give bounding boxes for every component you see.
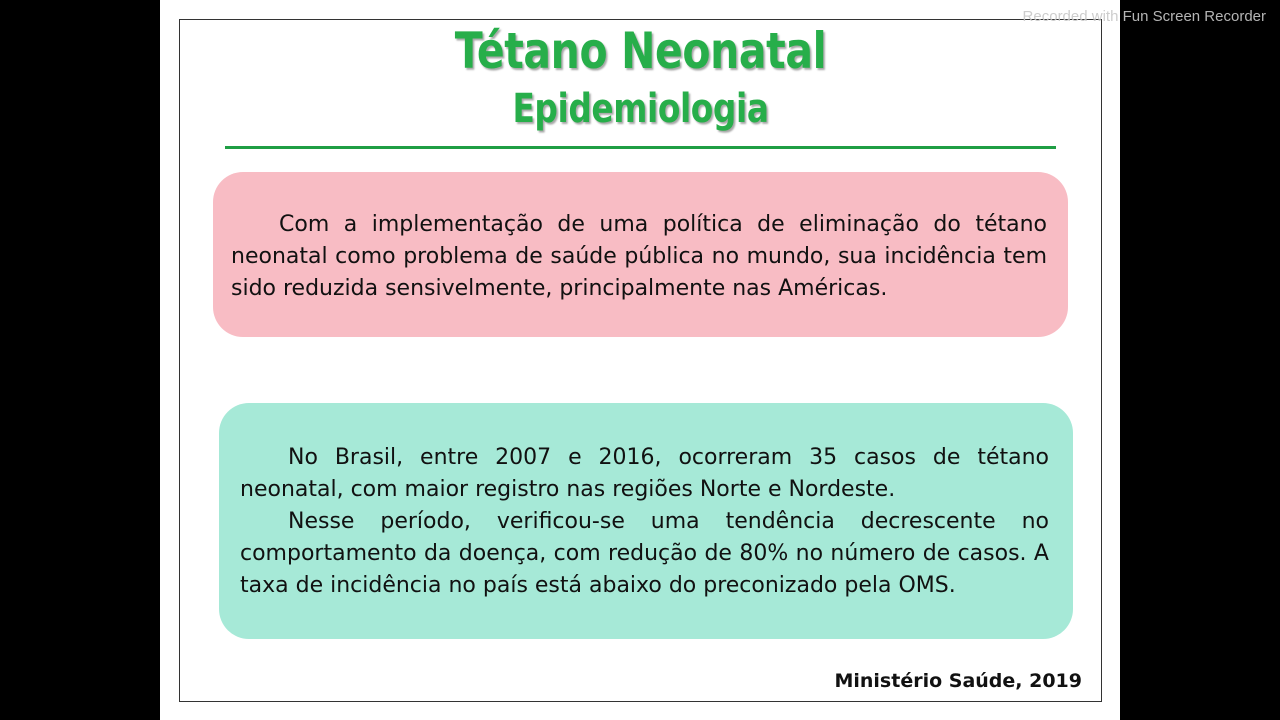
slide-frame — [179, 19, 1102, 702]
info-box-global — [213, 172, 1068, 337]
info-box-global-text: Com a implementação de uma política de eliminação do tétano neonatal como problema de saúde pública no mundo, sua incidência tem sido reduzida sensivelmente, principalmente nas Américas. — [231, 212, 1047, 301]
slide-subtitle: Epidemiologia — [512, 86, 769, 132]
recorder-watermark: Recorded with Fun Screen Recorder — [1022, 8, 1266, 25]
slide-title: Tétano Neonatal — [454, 22, 827, 80]
source-citation: Ministério Saúde, 2019 — [834, 670, 1082, 692]
slide-canvas — [160, 0, 1120, 720]
info-box-brazil-text-1: No Brasil, entre 2007 e 2016, ocorreram 35 casos de tétano neonatal, com maior registro nas regiões Norte e Nordeste. — [240, 445, 1049, 502]
info-box-brazil-text-2: Nesse período, verificou-se uma tendência decrescente no comportamento da doença, com redução de 80% no número de casos. A taxa de incidência no país está abaixo do preconizado pela OMS. — [240, 509, 1049, 598]
title-divider — [225, 146, 1056, 149]
info-box-brazil — [219, 403, 1073, 639]
